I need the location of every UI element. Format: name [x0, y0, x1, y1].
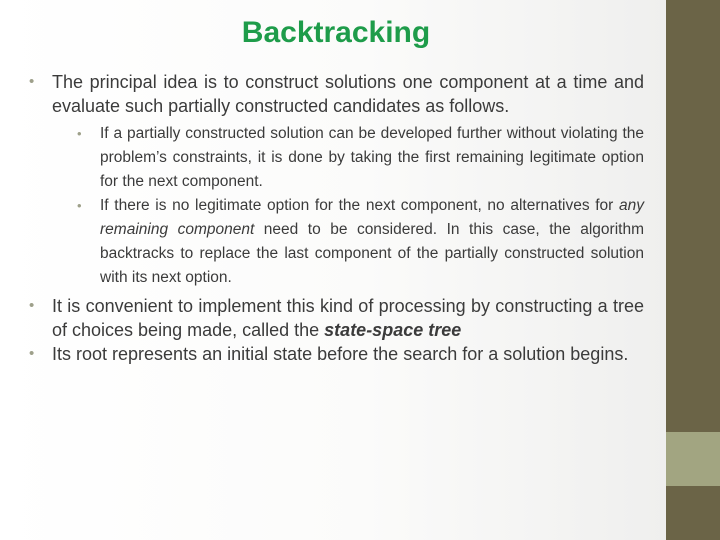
bullet-text: Its root represents an initial state before the search for a solution begins.	[52, 344, 629, 364]
sub-bullet-italic-text: any remaining component	[100, 197, 644, 238]
bullet-item	[28, 70, 644, 290]
sub-bullet-marker: •	[77, 126, 82, 141]
sub-bullet-text-pre: If there is no legitimate option for the next component, no alternatives for	[100, 197, 619, 214]
side-decoration-accent	[666, 432, 720, 486]
sub-bullet-list	[52, 122, 644, 290]
bullet-marker: •	[29, 297, 35, 314]
bullet-text: The principal idea is to construct solutions one component at a time and evaluate such partially constructed candidates as follows.	[52, 72, 644, 116]
sub-bullet-text-post: need to be considered. In this case, the algorithm backtracks to replace the last component of the partially constructed solution with its next option.	[100, 221, 644, 286]
slide-title: Backtracking	[241, 16, 431, 49]
sub-bullet-item	[76, 122, 644, 194]
bullet-marker: •	[29, 345, 35, 362]
bullet-text-pre: It is convenient to implement this kind of processing by constructing a tree of choices being made, called the	[52, 296, 644, 340]
bullet-list	[28, 70, 644, 366]
sub-bullet-marker: •	[77, 198, 82, 213]
sub-bullet-item	[76, 194, 644, 290]
bullet-item	[28, 342, 644, 366]
bullet-marker: •	[29, 73, 35, 90]
sub-bullet-text: If a partially constructed solution can be developed further without violating the problem’s constraints, it is done by taking the first remaining legitimate option for the next component.	[100, 125, 644, 190]
side-decoration-bar	[666, 0, 720, 540]
bullet-item	[28, 294, 644, 342]
bullet-bold-italic-text: state-space tree	[324, 320, 462, 340]
